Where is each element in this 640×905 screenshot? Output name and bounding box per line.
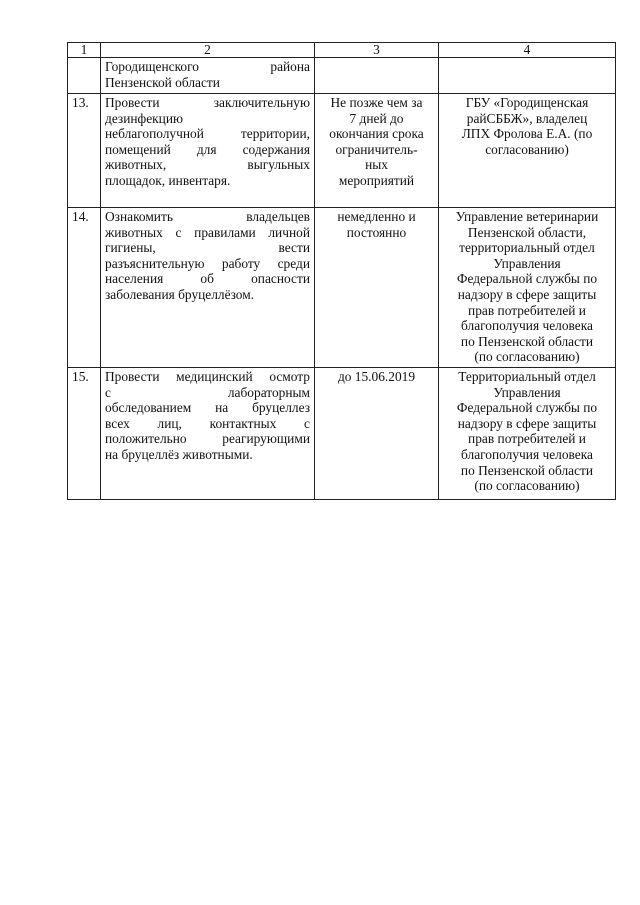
task-text-line: Провести заключительную	[105, 95, 310, 110]
responsible-text-line: по Пензенской области	[460, 462, 594, 478]
task-text-line: гигиены, вести	[105, 240, 310, 256]
term-text-line: постоянно	[346, 224, 407, 240]
term-cell	[315, 94, 439, 208]
measures-table-body	[68, 43, 616, 500]
task-text-line: дезинфекцию	[105, 110, 184, 126]
task-text-line: разъяснительную работу среди	[105, 255, 310, 271]
task-cell	[101, 367, 315, 499]
term-text-line: ограничитель-	[335, 141, 418, 157]
column-header-number: 1	[68, 43, 101, 58]
responsible-text-line: по Пензенской области	[460, 333, 594, 349]
task-text-line: Городищенского района	[105, 59, 310, 74]
term-text-line: немедленно и	[337, 209, 416, 224]
task-text-line: животных с правилами личной	[105, 224, 310, 240]
term-cell	[315, 367, 439, 499]
responsible-text-line: благополучия человека	[461, 446, 593, 462]
task-text-line: Пензенской области	[105, 74, 220, 90]
row-number: 14.	[68, 208, 101, 368]
task-text-line: площадок, инвентаря.	[105, 172, 231, 188]
task-text-line: неблагополучной территории,	[105, 126, 310, 142]
responsible-text-line: ЛПХ Фролова Е.А. (по	[461, 126, 593, 142]
responsible-text-line: согласованию)	[485, 141, 569, 157]
task-cell	[101, 208, 315, 368]
table-header-row	[68, 43, 616, 58]
column-header-responsible: 4	[439, 43, 616, 58]
responsible-cell	[439, 367, 616, 499]
task-text-line: помещений для содержания	[105, 141, 310, 157]
responsible-cell	[439, 94, 616, 208]
responsible-text-line: Территориальный отдел	[458, 368, 596, 384]
task-text-line: с лабораторным	[105, 384, 310, 400]
responsible-text-line: Управления	[493, 384, 561, 400]
row-number	[68, 58, 101, 94]
responsible-cell	[439, 208, 616, 368]
task-cell	[101, 58, 315, 94]
task-text-line: Провести медицинский осмотр	[105, 368, 310, 384]
term-text-line: 7 дней до	[349, 110, 404, 126]
responsible-text-line: (по согласованию)	[474, 478, 580, 494]
responsible-text-line: территориальный отдел	[459, 240, 595, 256]
responsible-text-line: Управления	[493, 255, 561, 271]
task-text-line: Ознакомить владельцев	[105, 209, 310, 224]
responsible-text-line: благополучия человека	[461, 318, 593, 334]
responsible-text-line: (по согласованию)	[474, 349, 580, 365]
task-text-line: обследованием на бруцеллез	[105, 400, 310, 416]
task-text-line: животных, выгульных	[105, 157, 310, 173]
responsible-text-line: ГБУ «Городищенская	[465, 95, 589, 110]
row-number: 13.	[68, 94, 101, 208]
task-text-line: положительно реагирующими	[105, 431, 310, 447]
task-text-line: населения об опасности	[105, 271, 310, 287]
term-text-line: до 15.06.2019	[337, 368, 416, 384]
task-text-line: всех лиц, контактных с	[105, 415, 310, 431]
table-row	[68, 94, 616, 208]
task-text-line: заболевания бруцеллёзом.	[105, 286, 255, 302]
responsible-text-line: Федеральной службы по	[456, 271, 598, 287]
responsible-text-line: Пензенской области,	[467, 224, 587, 240]
term-text-line: окончания срока	[329, 126, 424, 142]
responsible-text-line: прав потребителей и	[468, 431, 586, 447]
responsible-text-line: надзору в сфере защиты	[457, 286, 597, 302]
row-number: 15.	[68, 367, 101, 499]
table-row	[68, 208, 616, 368]
responsible-cell	[439, 58, 616, 94]
column-header-term: 3	[315, 43, 439, 58]
responsible-text-line: Федеральной службы по	[456, 400, 598, 416]
term-cell	[315, 58, 439, 94]
term-text-line: мероприятий	[338, 172, 415, 188]
term-text-line: ных	[365, 157, 388, 173]
task-text-line: на бруцеллёз животными.	[105, 446, 253, 462]
term-text-line: Не позже чем за	[330, 95, 423, 110]
responsible-text-line: прав потребителей и	[468, 302, 586, 318]
task-cell	[101, 94, 315, 208]
column-header-task: 2	[101, 43, 315, 58]
term-cell	[315, 208, 439, 368]
table-row	[68, 58, 616, 94]
responsible-text-line: райСББЖ», владелец	[466, 110, 588, 126]
responsible-text-line: надзору в сфере защиты	[457, 415, 597, 431]
table-row	[68, 367, 616, 499]
responsible-text-line: Управление ветеринарии	[455, 209, 599, 224]
measures-table	[67, 42, 616, 500]
